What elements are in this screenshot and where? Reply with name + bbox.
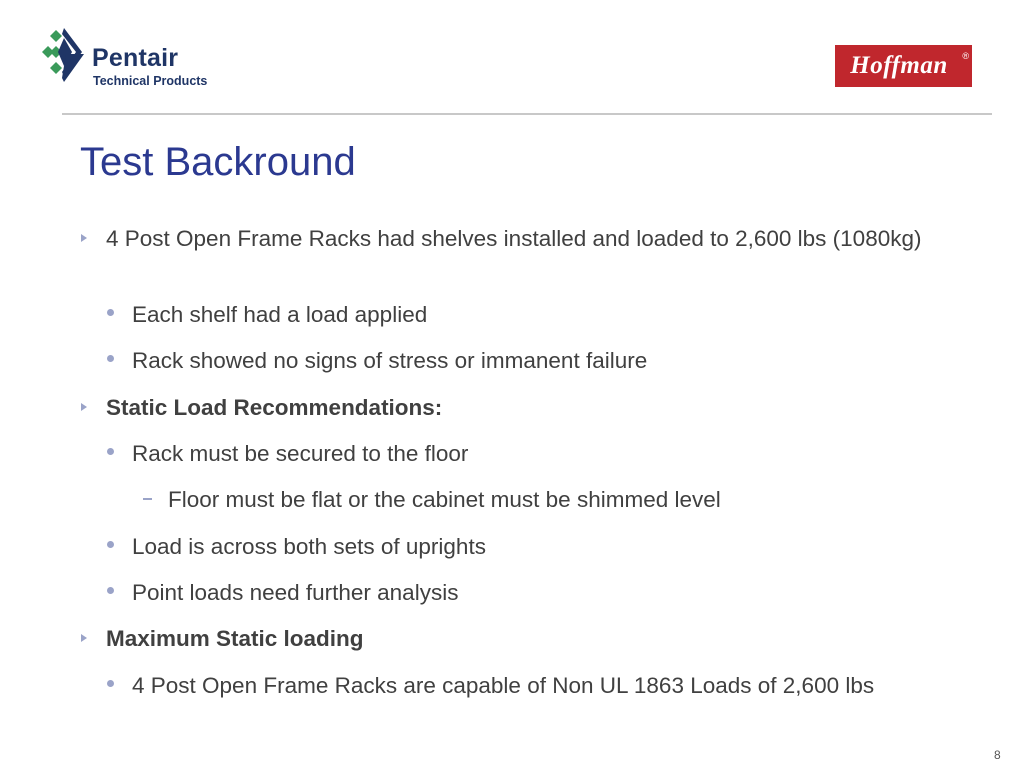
bullet-text: Floor must be flat or the cabinet must be shimmed level — [168, 487, 721, 512]
bullet-item — [132, 438, 468, 469]
dash-bullet-icon — [143, 498, 152, 500]
dot-bullet-icon — [107, 448, 114, 455]
registered-mark: ® — [962, 51, 969, 61]
header-divider — [62, 113, 992, 115]
bullet-item — [132, 577, 458, 608]
dot-bullet-icon — [107, 587, 114, 594]
pentair-diamond-icon — [42, 24, 86, 84]
arrow-bullet-icon — [81, 234, 87, 242]
bullet-text: Maximum Static loading — [106, 626, 364, 651]
hoffman-logo — [835, 45, 972, 87]
bullet-item — [106, 623, 966, 654]
bullet-item — [106, 392, 966, 423]
bullet-text: Rack showed no signs of stress or immanent failure — [132, 348, 648, 373]
bullet-text: Point loads need further analysis — [132, 580, 459, 605]
bullet-item — [132, 670, 874, 701]
hoffman-logo-name: Hoffman — [850, 52, 948, 79]
dot-bullet-icon — [107, 355, 114, 362]
pentair-logo-subtitle: Technical Products — [93, 74, 208, 88]
pentair-logo — [42, 24, 242, 88]
bullet-text: Rack must be secured to the floor — [132, 441, 469, 466]
slide-title: Test Backround — [80, 140, 356, 184]
pentair-logo-name: Pentair — [92, 44, 179, 72]
bullet-item — [132, 345, 647, 376]
dot-bullet-icon — [107, 680, 114, 687]
bullet-text: 4 Post Open Frame Racks are capable of Non UL 1863 Loads of 2,600 lbs — [132, 673, 875, 698]
bullet-text: Load is across both sets of uprights — [132, 534, 486, 559]
bullet-text: 4 Post Open Frame Racks had shelves installed and loaded to 2,600 lbs (1080kg) — [106, 226, 922, 251]
page-number: 8 — [994, 748, 1001, 762]
bullet-text: Each shelf had a load applied — [132, 302, 428, 327]
arrow-bullet-icon — [81, 403, 87, 411]
bullet-text: Static Load Recommendations: — [106, 395, 443, 420]
bullet-item — [168, 484, 721, 515]
bullet-item — [132, 531, 486, 562]
arrow-bullet-icon — [81, 634, 87, 642]
dot-bullet-icon — [107, 541, 114, 548]
bullet-item — [106, 223, 966, 254]
dot-bullet-icon — [107, 309, 114, 316]
bullet-item — [132, 299, 427, 330]
